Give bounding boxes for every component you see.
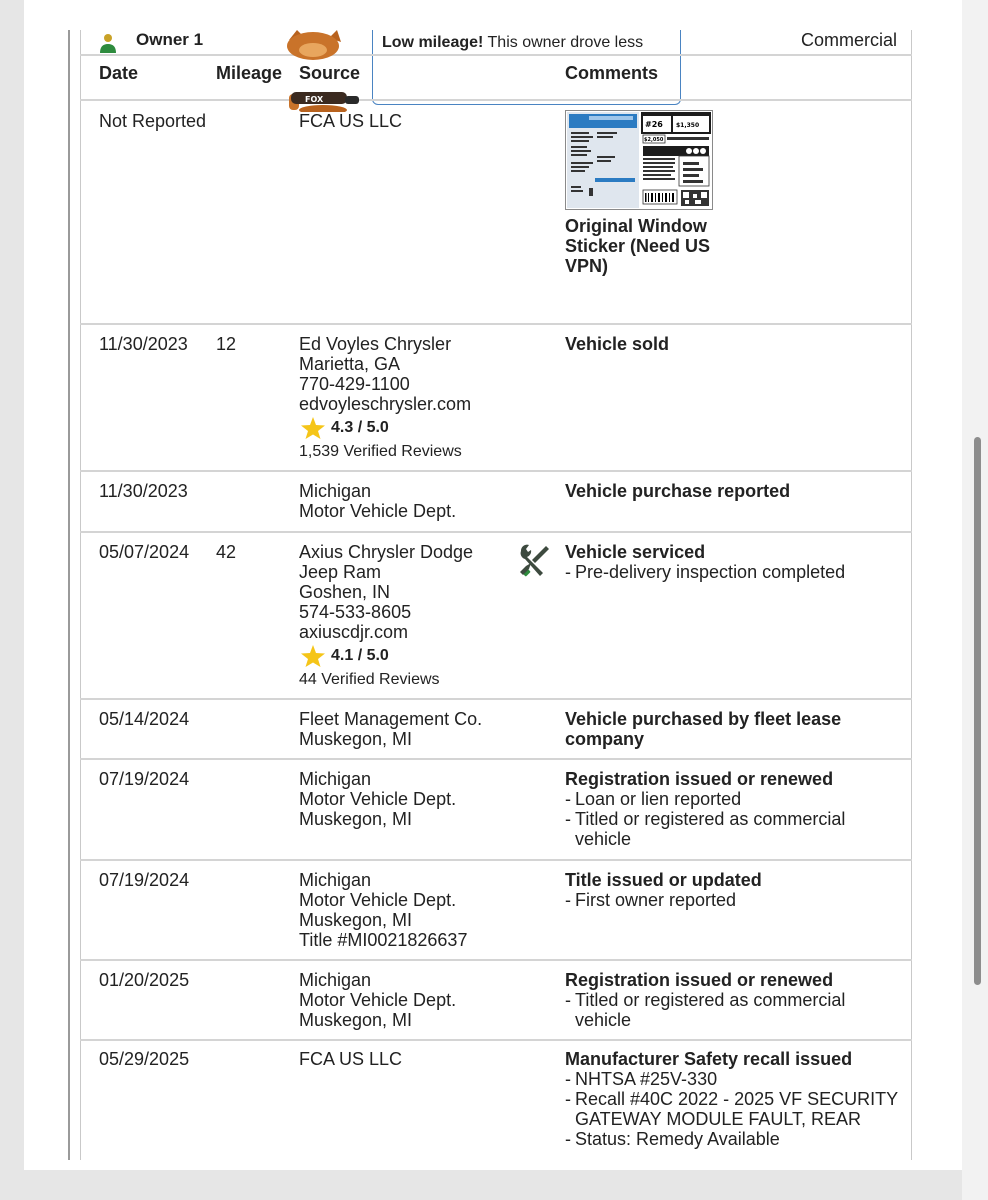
row-source [299,334,471,462]
source-line: 770-429-1100 [299,374,410,394]
source-line: Muskegon, MI [299,910,413,930]
source-line: FCA US LLC [299,111,403,131]
comment-title: Registration issued or renewed [565,970,834,990]
row-date: 11/30/2023 [99,481,188,501]
source-line: FCA US LLC [299,1049,403,1069]
source-line: Michigan [299,769,372,789]
rating-value: 4.3 / 5.0 [331,419,389,436]
col-date: Date [99,63,139,83]
svg-text:#26: #26 [645,120,663,129]
dealer-rating[interactable] [299,417,471,439]
owner-section-rule [68,30,70,1160]
row-comments [565,542,895,582]
comment-title: Vehicle sold [565,334,670,354]
source-line: Goshen, IN [299,582,391,602]
comment-title: Vehicle serviced [565,542,706,562]
owner-label: Owner 1 [136,30,204,49]
history-row [80,700,910,758]
row-date: 11/30/2023 [99,334,188,354]
svg-text:FOX: FOX [305,95,324,104]
review-count[interactable]: 1,539 Verified Reviews [299,443,462,460]
source-line: 574-533-8605 [299,602,412,622]
history-row [80,100,910,324]
source-line: Marietta, GA [299,354,401,374]
source-line: Motor Vehicle Dept. [299,789,457,809]
comment-detail: - First owner reported [565,890,895,910]
row-date: 07/19/2024 [99,870,190,890]
comment-detail: - Pre-delivery inspection completed [565,562,895,582]
source-line: Fleet Management Co. [299,709,483,729]
scrollbar-thumb[interactable] [974,437,981,985]
row-comments [565,709,855,749]
row-source [299,542,473,690]
source-line: Axius Chrysler Dodge [299,542,474,562]
source-line: Ed Voyles Chrysler [299,334,452,354]
sticker-price-2: $2,050 [644,137,664,143]
sticker-caption[interactable]: Original Window Sticker (Need US VPN) [565,216,711,276]
history-row [80,533,910,698]
comment-title: Title issued or updated [565,870,762,890]
history-row [80,325,910,470]
dealer-rating[interactable] [299,645,473,667]
header-top-divider [80,54,912,56]
source-line: Muskegon, MI [299,729,413,749]
row-source [299,970,456,1030]
review-count[interactable]: 44 Verified Reviews [299,671,440,688]
source-line: Michigan [299,870,372,890]
row-source [299,769,456,829]
source-line: Motor Vehicle Dept. [299,501,457,521]
row-source [299,111,402,131]
callout-text [382,34,643,52]
source-line: Muskegon, MI [299,1010,413,1030]
history-row [80,760,910,858]
comment-title: Vehicle purchased by fleet lease company [565,709,842,749]
window-sticker-thumbnail[interactable] [565,110,713,210]
row-source [299,1049,402,1069]
source-line: Michigan [299,481,372,501]
callout-body: This owner drove less [483,34,644,51]
callout-bold: Low mileage! [382,34,484,51]
row-comments [565,481,895,501]
source-line: Motor Vehicle Dept. [299,990,457,1010]
row-mileage: 12 [216,334,237,354]
col-mileage: Mileage [216,63,283,83]
source-link[interactable]: edvoyleschrysler.com [299,394,472,414]
source-line: Muskegon, MI [299,809,413,829]
row-date: 05/29/2025 [99,1049,190,1069]
comment-detail: - Status: Remedy Available [565,1129,905,1149]
rating-value: 4.1 / 5.0 [331,647,389,664]
comment-title: Vehicle purchase reported [565,481,791,501]
source-line: Motor Vehicle Dept. [299,890,457,910]
row-comments [565,870,895,910]
row-date: Not Reported [99,111,207,131]
sticker-price-1: $1,350 [676,122,700,129]
row-date: 07/19/2024 [99,769,190,789]
history-row [80,861,910,959]
source-link[interactable]: axiuscdjr.com [299,622,409,642]
owner-type: Commercial [800,30,897,50]
source-line: Jeep Ram [299,562,382,582]
comment-detail: - Titled or registered as commercial vehicle [565,990,895,1030]
wrench-screwdriver-icon [517,543,551,577]
row-mileage: 42 [216,542,237,562]
row-comments [565,1049,905,1149]
row-source [299,481,456,521]
row-comments [565,334,895,354]
history-row [80,472,910,530]
star-icon [301,417,325,439]
row-date: 05/14/2024 [99,709,190,729]
star-icon [301,645,325,667]
history-row [80,1041,910,1160]
person-icon [98,33,118,53]
comment-title: Registration issued or renewed [565,769,834,789]
row-date: 05/07/2024 [99,542,190,562]
row-comments [565,769,895,849]
row-comments [565,970,895,1030]
comment-detail: - Loan or lien reported [565,789,895,809]
col-source: Source [299,63,361,83]
row-date: 01/20/2025 [99,970,190,990]
comment-detail: - NHTSA #25V-330 [565,1069,905,1089]
source-line: Michigan [299,970,372,990]
source-line: Title #MI0021826637 [299,930,468,950]
history-row [80,961,910,1039]
comment-detail: - Titled or registered as commercial vehicle [565,809,895,849]
comment-detail: - Recall #40C 2022 - 2025 VF SECURITY GATEWAY MODULE FAULT, REAR [565,1089,905,1129]
row-source [299,709,482,749]
col-comments: Comments [565,63,659,83]
comment-title: Manufacturer Safety recall issued [565,1049,853,1069]
row-source [299,870,467,950]
